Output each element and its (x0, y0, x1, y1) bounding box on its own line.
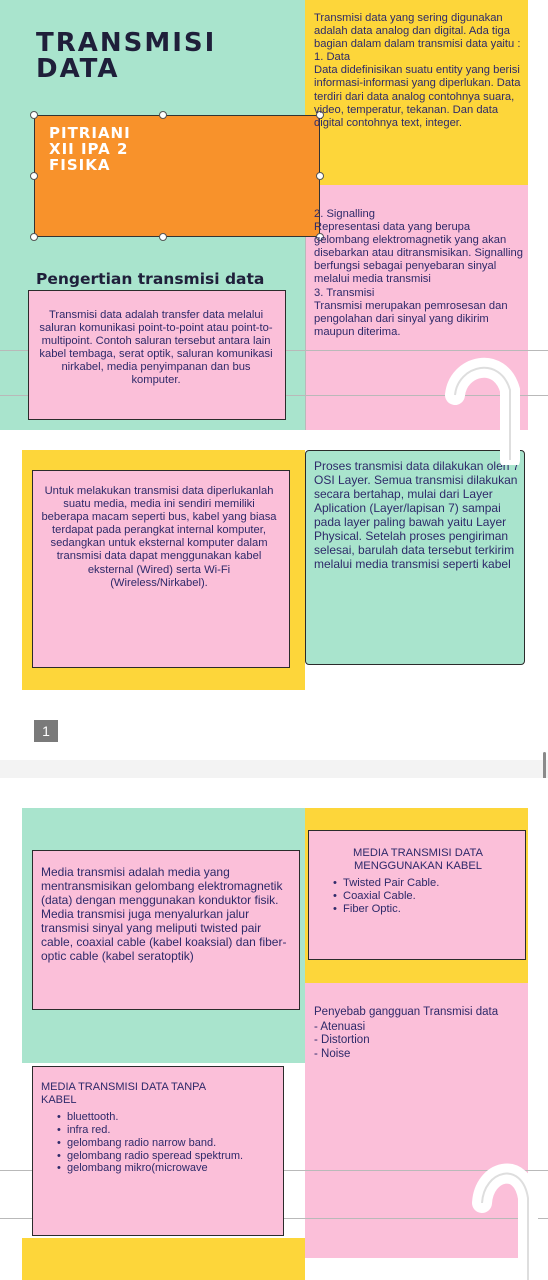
list-item: • bluettooth. (55, 1111, 280, 1124)
page-title: TRANSMISI DATA (36, 28, 217, 84)
wireless-media-box (32, 1066, 284, 1236)
list-item: • gelombang radio speread spektrum. (55, 1150, 280, 1163)
media-text: Untuk melakukan transmisi data diperlukanlah suatu media, media ini sendiri memiliki beberapa macam seperti bus, kabel yang biasa terdapat pada perangkat internal komputer, sedangkan untuk eksternal komputer dalam transmisi data dapat menggunakan kabel eksternal (Wired) serta Wi-Fi (Wireless/Nirkabel). (41, 485, 277, 589)
page-number: 1 (34, 720, 58, 742)
media-box (32, 470, 290, 668)
wireless-list (55, 1111, 280, 1175)
noise-list (314, 1021, 370, 1061)
resize-handle[interactable] (159, 233, 167, 241)
section-heading: Pengertian transmisi data (36, 270, 265, 288)
resize-handle[interactable] (30, 111, 38, 119)
resize-handle[interactable] (159, 111, 167, 119)
list-item: • Coaxial Cable. (331, 890, 439, 903)
bg-yellow-bottom (22, 1238, 305, 1280)
media-definition-text: Media transmisi adalah media yang mentransmisikan gelombang elektromagnetik (data) dengan menggunakan konduktor fisik. Media transmisi juga menyalurkan jalur transmisi sinyal yang meliputi twisted pair cable, coaxial cable (kabel koaksial) dan fiber-optic cable (kabel seratoptik) (41, 865, 287, 964)
hook-decoration-icon (470, 1158, 540, 1280)
definition-text: Transmisi data adalah transfer data melalui saluran komunikasi point-to-point atau point-to-multipoint. Contoh saluran tersebut antara lain kabel tembaga, serat optik, saluran komunikasi nirkabel, media penyimpanan dan bus komputer. (39, 309, 273, 387)
osi-text: Proses transmisi data dilakukan oleh 7 OSI Layer. Semua transmisi dilakukan secara bertahap, mulai dari Layer Aplication (Layer/lapisan 7) sampai pada layer paling bawah yaitu Layer Physical. Setelah proses pengiriman selesai, barulah data tersebut terkirim melalui media transmisi seperti kabel (314, 459, 520, 572)
author-subject: FISIKA (49, 156, 111, 174)
author-name: PITRIANI (49, 124, 131, 142)
cable-media-box (308, 830, 526, 960)
list-item: • gelombang mikro(microwave (55, 1162, 280, 1175)
right-mid-text: 2. Signalling Representasi data yang berupa gelombang elektromagnetik yang akan disebarkan atau ditransmisikan. Signalling berfungsi sebagai penyebaran sinyal melalui media transmisi 3. Transmisi Transmisi merupakan pemrosesan dan pengolahan dari sinyal yang dikirim maupun diterima. (314, 208, 523, 338)
resize-handle[interactable] (30, 233, 38, 241)
list-item: • infra red. (55, 1124, 280, 1137)
osi-box (305, 450, 525, 665)
list-item: • gelombang radio narrow band. (55, 1137, 280, 1150)
list-item: • Twisted Pair Cable. (331, 877, 439, 890)
list-item: - Noise (314, 1047, 351, 1060)
cable-list (331, 877, 439, 916)
cable-heading: MEDIA TRANSMISI DATA MENGGUNAKAN KABEL (353, 847, 483, 873)
author-box[interactable] (34, 115, 320, 237)
author-class: XII IPA 2 (49, 140, 129, 158)
resize-handle[interactable] (316, 172, 324, 180)
wireless-heading: MEDIA TRANSMISI DATA TANPA KABEL (41, 1081, 206, 1106)
list-item: - Distortion (314, 1034, 370, 1047)
list-item: - Atenuasi (314, 1021, 366, 1033)
noise-heading: Penyebab gangguan Transmisi data (314, 1006, 499, 1018)
resize-handle[interactable] (30, 172, 38, 180)
page-2 (0, 778, 548, 1280)
list-item: • Fiber Optic. (331, 903, 439, 916)
media-definition-box (32, 850, 300, 1010)
hook-decoration-icon (440, 355, 520, 465)
definition-box (28, 290, 286, 420)
right-top-text: Transmisi data yang sering digunakan adalah data analog dan digital. Ada tiga bagian dalam dalam transmisi data yaitu : 1. Data Data didefinisikan suatu entity yang berisi informasi-informasi yang diperlukan. Data terdiri dari data analog contohnya suara, video, temperatur, tekanan. Dan data digital contohnya text, integer. (314, 12, 521, 129)
